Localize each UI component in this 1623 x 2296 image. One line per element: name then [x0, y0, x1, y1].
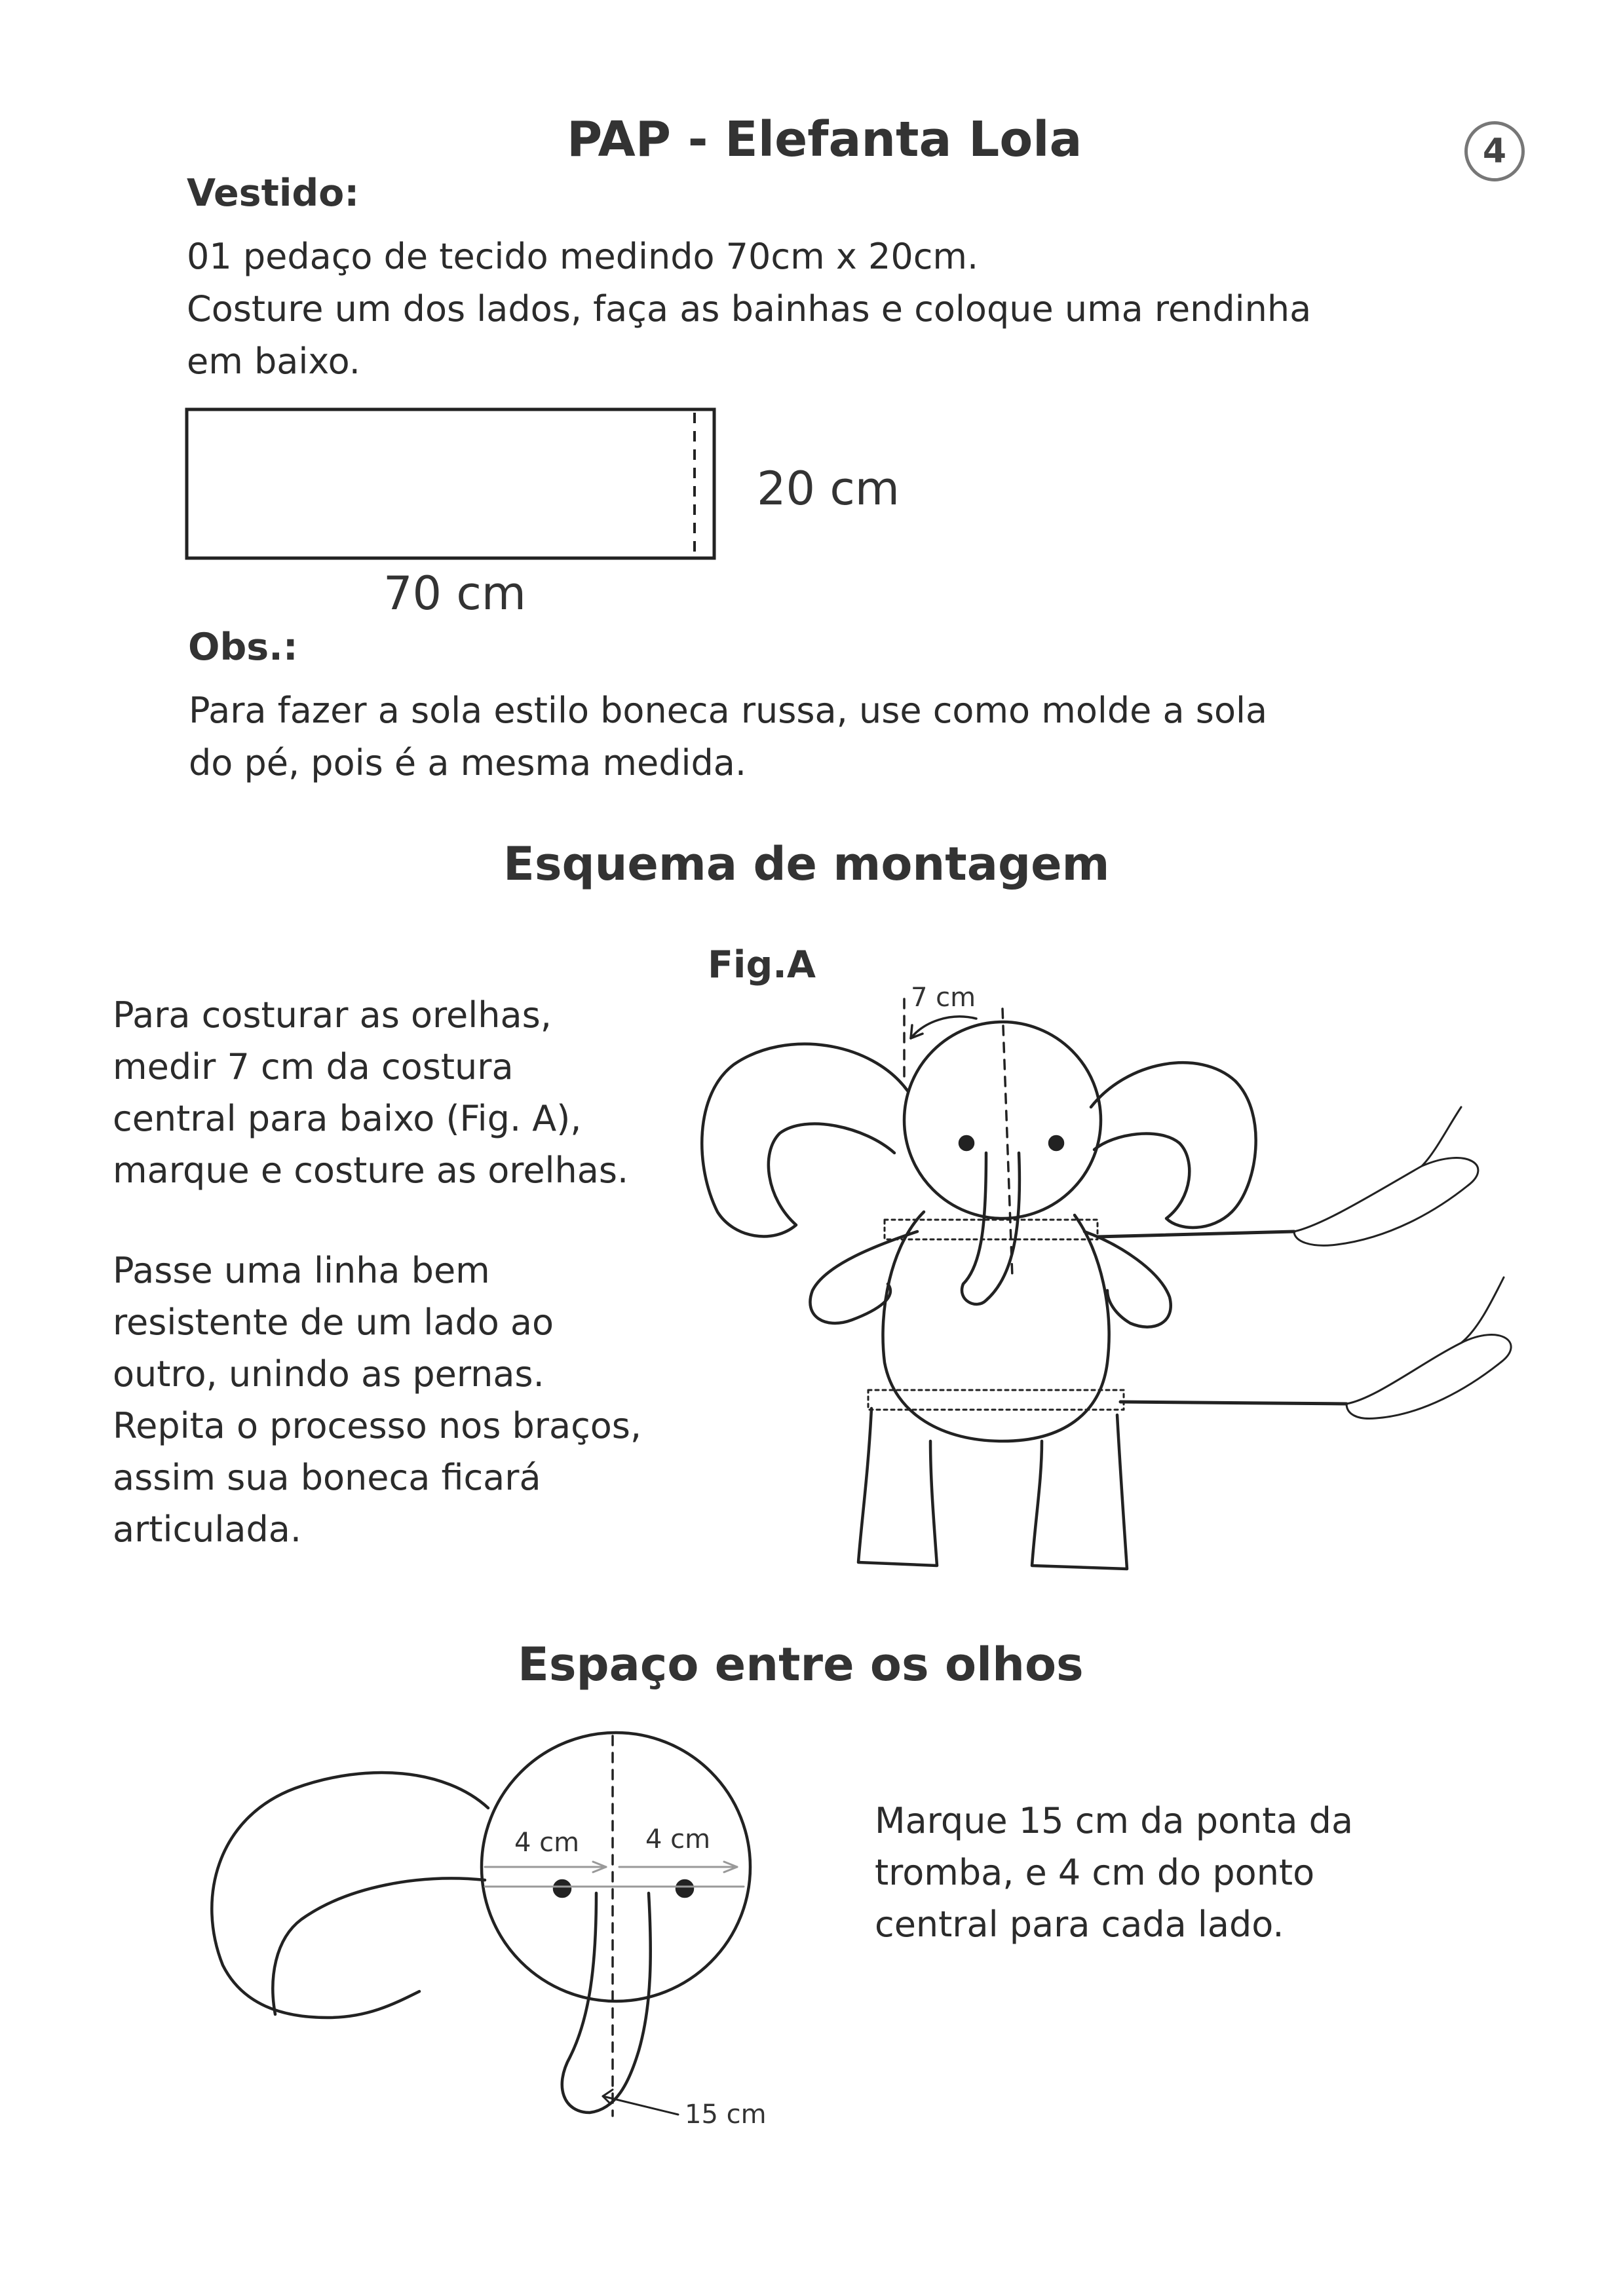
montagem-para-2-line: assim sua boneca ficará — [113, 1457, 541, 1498]
montagem-para-1-line: medir 7 cm da costura — [113, 1046, 514, 1087]
vestido-line-2: Costure um dos lados, faça as bainhas e coloque uma rendinha — [187, 288, 1312, 329]
montagem-para-1-line: central para baixo (Fig. A), — [113, 1098, 582, 1139]
montagem-para-2-line: resistente de um lado ao — [113, 1302, 554, 1343]
obs-line-2: do pé, pois é a mesma medida. — [189, 742, 747, 783]
fig-a-measure-label: 7 cm — [911, 983, 976, 1013]
olhos-text-line: central para cada lado. — [875, 1904, 1284, 1945]
montagem-para-2-line: outro, unindo as pernas. — [113, 1353, 544, 1395]
montagem-para-2-line: Repita o processo nos braços, — [113, 1405, 642, 1446]
trunk-measure-label: 15 cm — [685, 2099, 767, 2130]
olhos-text — [875, 1795, 1353, 1950]
left-eye-measure-label: 4 cm — [514, 1828, 580, 1858]
page-title: PAP - Elefanta Lola — [567, 111, 1082, 168]
montagem-para-2-line: Passe uma linha bem — [113, 1250, 490, 1291]
montagem-para-1-line: marque e costure as orelhas. — [113, 1150, 629, 1191]
fabric-height-label: 20 cm — [757, 462, 900, 516]
olhos-text-line: tromba, e 4 cm do ponto — [875, 1852, 1315, 1893]
obs-heading: Obs.: — [188, 626, 298, 669]
montagem-para-1-line: Para costurar as orelhas, — [113, 994, 552, 1036]
vestido-heading: Vestido: — [187, 172, 360, 215]
left-eye-dot — [554, 1881, 570, 1896]
montagem-para-2-line: articulada. — [113, 1509, 302, 1550]
trunk-pointer-line — [603, 2096, 678, 2115]
vestido-line-1: 01 pedaço de tecido medindo 70cm x 20cm. — [187, 236, 979, 277]
right-eye-measure-label: 4 cm — [645, 1824, 711, 1854]
fig-a-label: Fig.A — [708, 943, 816, 987]
fabric-width-label: 70 cm — [383, 567, 526, 620]
trunk-outline — [562, 1893, 651, 2113]
right-eye-dot — [677, 1881, 693, 1896]
vestido-line-3: em baixo. — [187, 341, 360, 382]
obs-line-1: Para fazer a sola estilo boneca russa, use como molde a sola — [189, 690, 1268, 731]
ear-inner-fold — [273, 1879, 485, 2015]
olhos-heading: Espaço entre os olhos — [518, 1638, 1084, 1691]
olhos-text-line: Marque 15 cm da ponta da — [875, 1800, 1354, 1841]
page-number-badge: 4 — [1464, 121, 1525, 181]
montagem-heading: Esquema de montagem — [503, 837, 1110, 891]
